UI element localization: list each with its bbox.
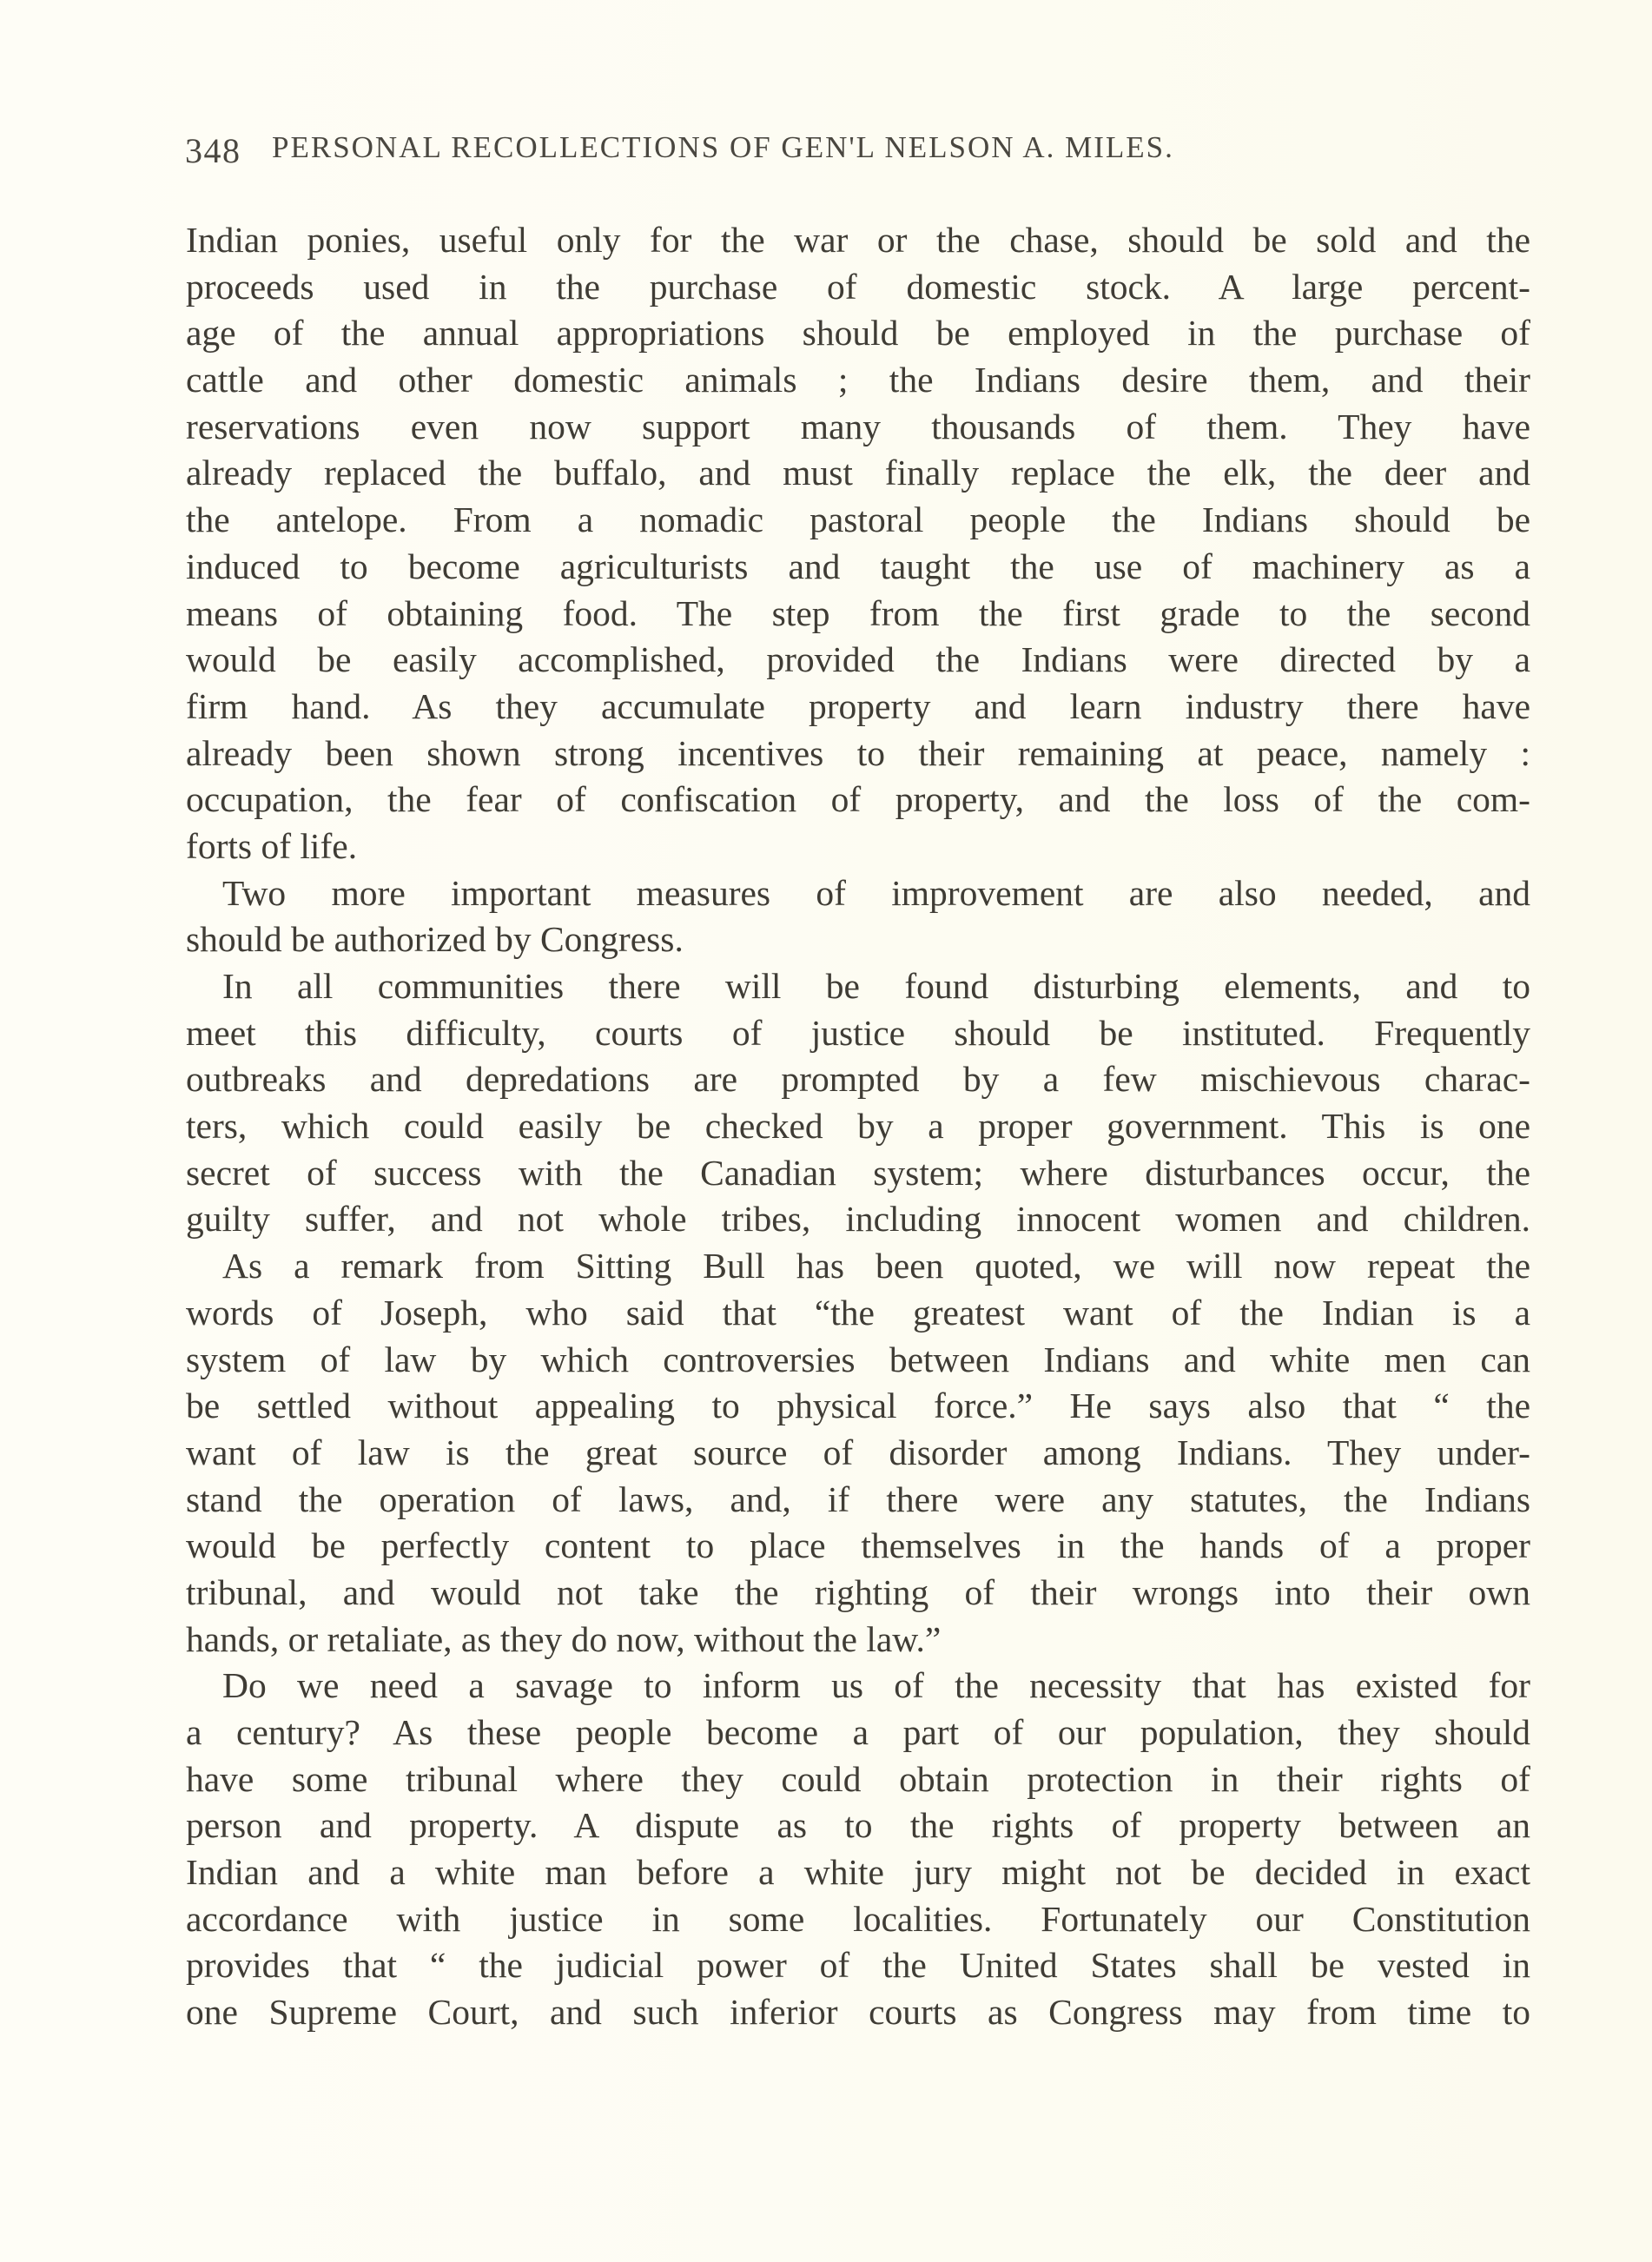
text-line: Indian and a white man before a white jury might not be decided in exact (186, 1852, 1530, 1893)
body-text (186, 217, 1530, 2036)
text-line: reservations even now support many thousands of them. They have (186, 406, 1530, 446)
text-line: means of obtaining food. The step from the first grade to the second (186, 592, 1530, 633)
text-line: In all communities there will be found disturbing elements, and to (222, 966, 1530, 1006)
text-line: induced to become agriculturists and taught the use of machinery as a (186, 546, 1530, 586)
page-number: 348 (185, 131, 241, 170)
text-line: have some tribunal where they could obtain protection in their rights of (186, 1758, 1530, 1799)
paragraph (186, 870, 1530, 963)
text-line: As a remark from Sitting Bull has been quoted, we will now repeat the (222, 1246, 1530, 1286)
running-title: PERSONAL RECOLLECTIONS OF GEN'L NELSON A. MILES. (272, 130, 1174, 164)
text-line: person and property. A dispute as to the rights of property between an (186, 1805, 1530, 1846)
text-line: Two more important measures of improvement are also needed, and (222, 872, 1530, 913)
paragraph (186, 963, 1530, 1243)
text-line: guilty suffer, and not whole tribes, including innocent women and children. (186, 1199, 1530, 1240)
text-line: Do we need a savage to inform us of the necessity that has existed for (222, 1665, 1530, 1706)
text-line: accordance with justice in some localities. Fortunately our Constitution (186, 1898, 1530, 1939)
text-line: would be perfectly content to place themselves in the hands of a proper (186, 1525, 1530, 1566)
text-line: proceeds used in the purchase of domestic stock. A large percent- (186, 266, 1530, 307)
text-line: cattle and other domestic animals ; the Indians desire them, and their (186, 360, 1530, 400)
text-line: would be easily accomplished, provided the Indians were directed by a (186, 639, 1530, 680)
text-line: hands, or retaliate, as they do now, without the law.” (186, 1618, 942, 1659)
text-line: the antelope. From a nomadic pastoral people the Indians should be (186, 499, 1530, 540)
text-line: be settled without appealing to physical force.” He says also that “ the (186, 1386, 1530, 1426)
paragraph (186, 1243, 1530, 1663)
text-line: occupation, the fear of confiscation of property, and the loss of the com- (186, 779, 1530, 820)
text-line: words of Joseph, who said that “the greatest want of the Indian is a (186, 1292, 1530, 1333)
text-line: provides that “ the judicial power of the United States shall be vested in (186, 1945, 1530, 1986)
text-line: should be authorized by Congress. (186, 919, 684, 960)
text-line: a century? As these people become a part of our population, they should (186, 1712, 1530, 1752)
paragraph (186, 1663, 1530, 2036)
text-line: one Supreme Court, and such inferior courts as Congress may from time to (186, 1992, 1530, 2033)
text-line: already been shown strong incentives to their remaining at peace, namely : (186, 732, 1530, 773)
text-line: want of law is the great source of disorder among Indians. They under- (186, 1432, 1530, 1472)
text-line: forts of life. (186, 825, 358, 866)
page-header (185, 130, 1540, 182)
text-line: outbreaks and depredations are prompted by a few mischievous charac- (186, 1059, 1530, 1100)
text-line: system of law by which controversies between Indians and white men can (186, 1339, 1530, 1379)
text-line: secret of success with the Canadian system; where disturbances occur, the (186, 1152, 1530, 1193)
text-line: meet this difficulty, courts of justice should be instituted. Frequently (186, 1012, 1530, 1053)
text-line: age of the annual appropriations should be employed in the purchase of (186, 313, 1530, 354)
text-line: firm hand. As they accumulate property and learn industry there have (186, 685, 1530, 726)
paragraph (186, 217, 1530, 870)
text-line: ters, which could easily be checked by a proper government. This is one (186, 1106, 1530, 1147)
text-line: tribunal, and would not take the righting of their wrongs into their own (186, 1571, 1530, 1612)
text-line: already replaced the buffalo, and must finally replace the elk, the deer and (186, 453, 1530, 493)
text-line: stand the operation of laws, and, if there were any statutes, the Indians (186, 1478, 1530, 1519)
text-line: Indian ponies, useful only for the war or the chase, should be sold and the (186, 220, 1530, 260)
